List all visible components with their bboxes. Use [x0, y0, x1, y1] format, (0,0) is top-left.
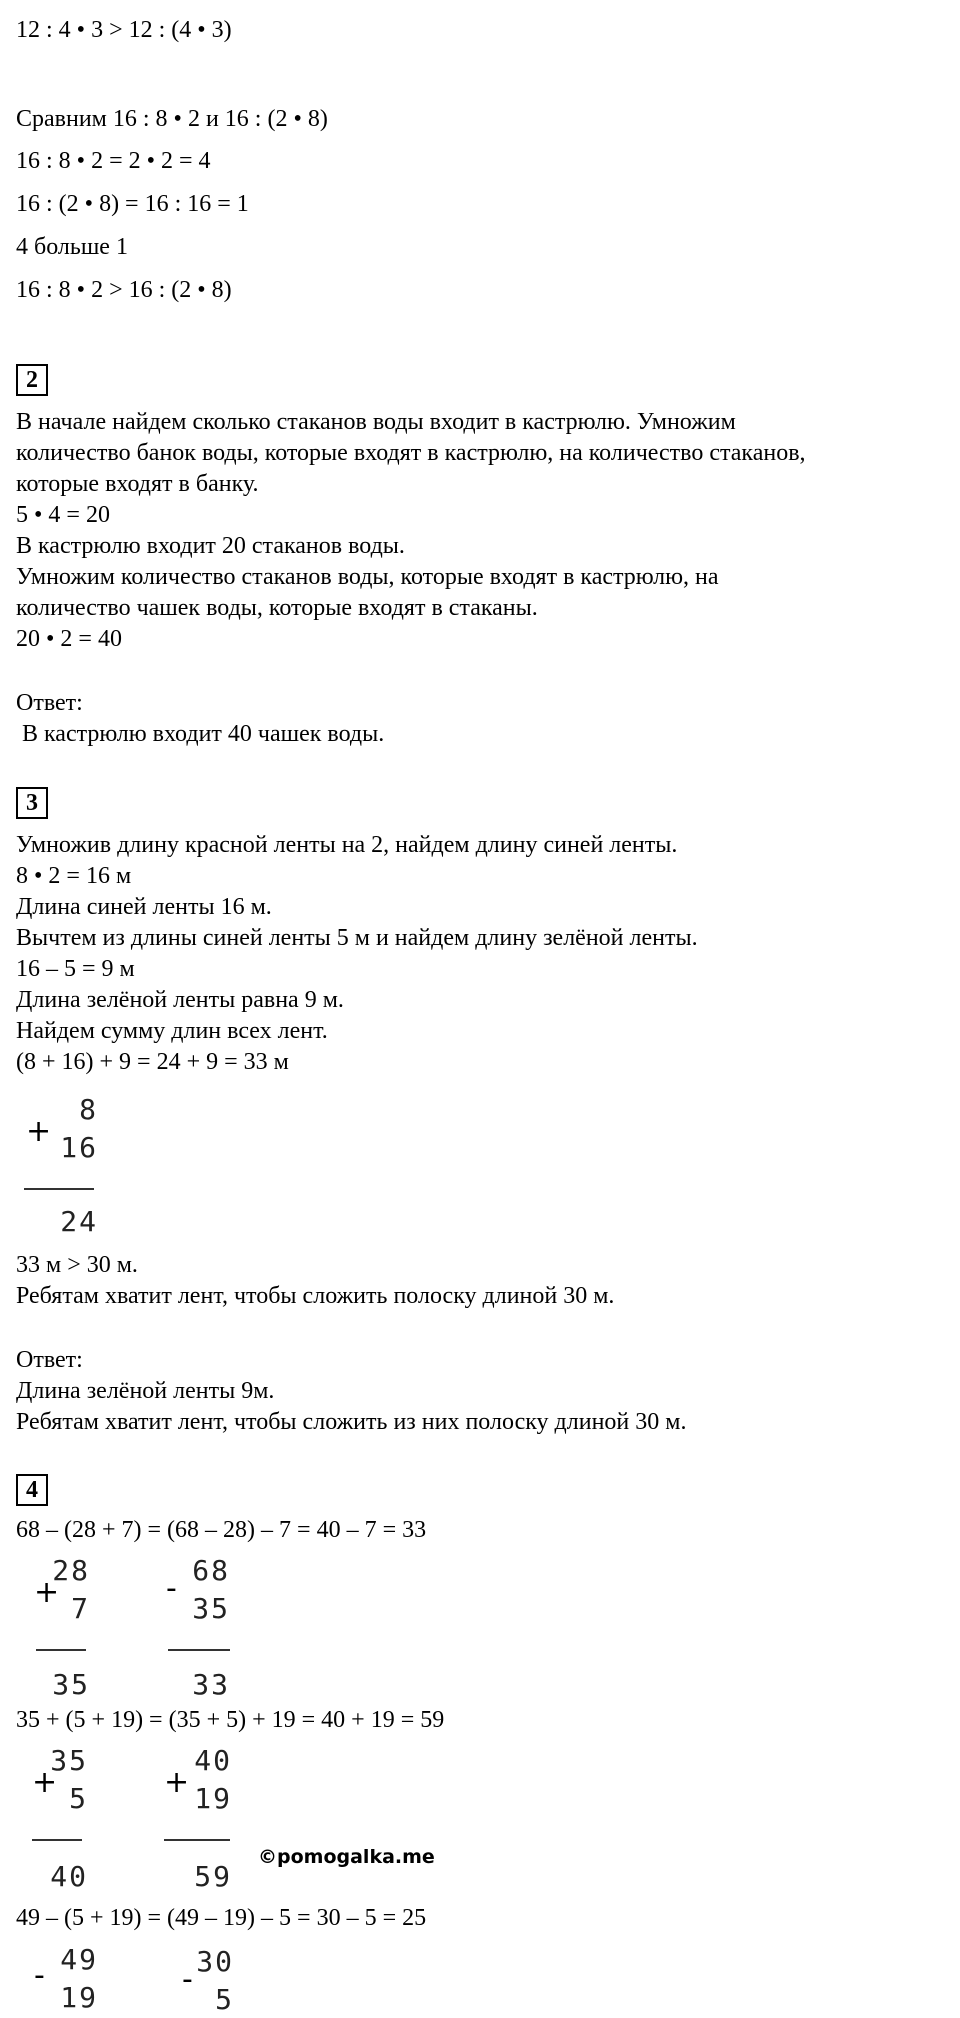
- minus-sign: -: [166, 1571, 177, 1606]
- plus-sign: +: [32, 1765, 58, 1800]
- text-line: 5 • 4 = 20: [16, 502, 110, 528]
- minus-sign: -: [182, 1962, 193, 1997]
- text-line: 8 • 2 = 16 м: [16, 863, 132, 889]
- column-bar: [36, 1649, 86, 1651]
- column-subtraction: [162, 1553, 234, 1703]
- text-line: 16 : (2 • 8) = 16 : 16 = 1: [16, 191, 249, 217]
- column-operand-b: 35: [192, 1592, 230, 1625]
- text-line: 12 : 4 • 3 > 12 : (4 • 3): [16, 17, 232, 43]
- answer-text: Ребятам хватит лент, чтобы сложить из них полоску длиной 30 м.: [16, 1409, 687, 1435]
- column-bar: [164, 1839, 230, 1841]
- text-line: Ребятам хватит лент, чтобы сложить полоску длиной 30 м.: [16, 1283, 615, 1309]
- column-operand-b: 19: [60, 1981, 98, 2014]
- text-line: Умножим количество стаканов воды, которые входят в кастрюлю, на: [16, 564, 719, 590]
- text-line: (8 + 16) + 9 = 24 + 9 = 33 м: [16, 1049, 289, 1075]
- column-operand-b: 5: [69, 1782, 88, 1815]
- text-line: Умножив длину красной ленты на 2, найдем длину синей ленты.: [16, 832, 678, 858]
- column-addition: [160, 1743, 236, 1893]
- task-number-2: 2: [16, 364, 48, 396]
- column-result: 40: [50, 1860, 88, 1893]
- column-subtraction: [30, 1942, 102, 2018]
- column-addition: [20, 1092, 100, 1242]
- column-bar: [168, 1649, 230, 1651]
- text-line: Сравним 16 : 8 • 2 и 16 : (2 • 8): [16, 106, 328, 132]
- column-operand-b: 7: [71, 1592, 90, 1625]
- text-line: Длина зелёной ленты равна 9 м.: [16, 987, 344, 1013]
- column-result: 24: [60, 1205, 98, 1238]
- text-line: Вычтем из длины синей ленты 5 м и найдем длину зелёной ленты.: [16, 925, 698, 951]
- column-result: 59: [194, 1860, 232, 1893]
- text-line: Длина синей ленты 16 м.: [16, 894, 272, 920]
- text-line: 16 – 5 = 9 м: [16, 956, 135, 982]
- column-operand-a: 35: [50, 1744, 88, 1777]
- column-operand-a: 40: [194, 1744, 232, 1777]
- text-line: 16 : 8 • 2 = 2 • 2 = 4: [16, 148, 211, 174]
- column-operand-a: 28: [52, 1554, 90, 1587]
- minus-sign: -: [34, 1958, 45, 1993]
- text-line: В начале найдем сколько стаканов воды входит в кастрюлю. Умножим: [16, 409, 736, 435]
- text-line: которые входят в банку.: [16, 471, 259, 497]
- plus-sign: +: [164, 1765, 190, 1800]
- task-number-3: 3: [16, 787, 48, 819]
- column-operand-a: 8: [79, 1093, 98, 1126]
- column-result: 35: [52, 1668, 90, 1701]
- text-line: 68 – (28 + 7) = (68 – 28) – 7 = 40 – 7 = 33: [16, 1517, 427, 1543]
- column-addition: [30, 1553, 94, 1703]
- column-result: 33: [192, 1668, 230, 1701]
- column-operand-b: 5: [215, 1983, 234, 2016]
- column-bar: [32, 1839, 82, 1841]
- column-subtraction: [178, 1944, 238, 2018]
- text-line: 49 – (5 + 19) = (49 – 19) – 5 = 30 – 5 = 25: [16, 1905, 427, 1931]
- text-line: количество чашек воды, которые входят в стаканы.: [16, 595, 538, 621]
- column-addition: [28, 1743, 92, 1893]
- text-line: 35 + (5 + 19) = (35 + 5) + 19 = 40 + 19 = 59: [16, 1707, 445, 1733]
- text-line: 33 м > 30 м.: [16, 1252, 138, 1278]
- task-number-4: 4: [16, 1474, 48, 1506]
- text-line: В кастрюлю входит 20 стаканов воды.: [16, 533, 405, 559]
- answer-label: Ответ:: [16, 690, 83, 716]
- plus-sign: +: [26, 1114, 52, 1149]
- column-operand-a: 49: [60, 1943, 98, 1976]
- column-operand-a: 68: [192, 1554, 230, 1587]
- column-operand-b: 16: [60, 1131, 98, 1164]
- column-operand-a: 30: [196, 1945, 234, 1978]
- text-line: количество банок воды, которые входят в кастрюлю, на количество стаканов,: [16, 440, 806, 466]
- column-bar: [24, 1188, 94, 1190]
- watermark: ©pomogalka.me: [258, 1846, 435, 1868]
- text-line: 20 • 2 = 40: [16, 626, 122, 652]
- answer-text: В кастрюлю входит 40 чашек воды.: [16, 721, 385, 747]
- plus-sign: +: [34, 1575, 60, 1610]
- answer-label: Ответ:: [16, 1347, 83, 1373]
- answer-text: Длина зелёной ленты 9м.: [16, 1378, 275, 1404]
- text-line: 4 больше 1: [16, 234, 128, 260]
- text-line: 16 : 8 • 2 > 16 : (2 • 8): [16, 277, 232, 303]
- column-operand-b: 19: [194, 1782, 232, 1815]
- text-line: Найдем сумму длин всех лент.: [16, 1018, 328, 1044]
